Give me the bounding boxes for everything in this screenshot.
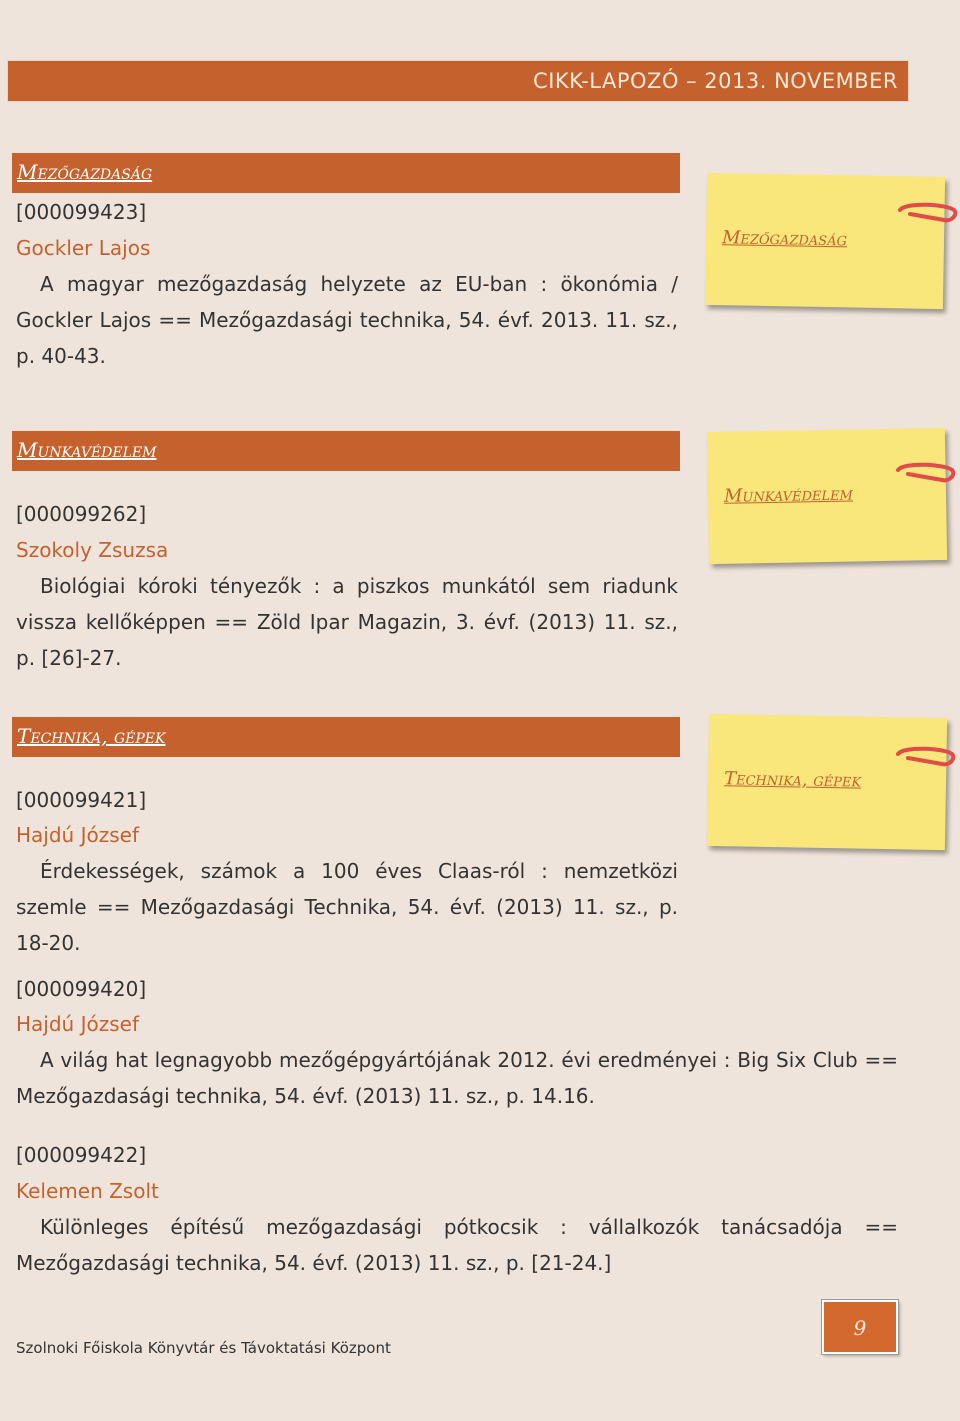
entry-text: Különleges építésű mezőgazdasági pótkocsik : vállalkozók tanácsadója == Mezőgazdasági technika, 54. évf. (2013) 11. sz., p. [21-24.]: [16, 1215, 898, 1275]
footer-institution: Szolnoki Főiskola Könyvtár és Távoktatási Központ: [16, 1339, 391, 1357]
paperclip-icon: [894, 744, 956, 772]
header-bar: [7, 60, 909, 102]
entry-author: Szokoly Zsuzsa: [16, 538, 169, 562]
sticky-note: [705, 173, 945, 309]
paperclip-icon: [896, 200, 958, 228]
entry-author: Hajdú József: [16, 1012, 139, 1036]
paperclip-icon: [894, 460, 956, 488]
entry-id: [000099422]: [16, 1143, 147, 1167]
entry-text: Biológiai kóroki tényezők : a piszkos munkától sem riadunk vissza kellőképpen == Zöld Ipar Magazin, 3. évf. (2013) 11. sz., p. [26]-27.: [16, 574, 678, 670]
page-number-box: [822, 1300, 898, 1354]
entry-author: Gockler Lajos: [16, 236, 151, 260]
section-title: Technika, gépek: [17, 724, 166, 748]
entry-id: [000099420]: [16, 977, 147, 1001]
page-header-title: CIKK-LAPOZÓ – 2013. NOVEMBER: [533, 69, 898, 93]
section-heading-bar: [12, 431, 680, 471]
entry-author: Hajdú József: [16, 823, 139, 847]
entry-text: Érdekességek, számok a 100 éves Claas-ról : nemzetközi szemle == Mezőgazdasági Technika, 54. évf. (2013) 11. sz., p. 18-20.: [16, 859, 678, 955]
sticky-note-label: Technika, gépek: [723, 768, 862, 792]
sticky-note-label: Mezőgazdaság: [721, 227, 848, 251]
sticky-note-label: Munkavédelem: [723, 483, 854, 507]
section-title: Munkavédelem: [17, 438, 157, 462]
entry-id: [000099423]: [16, 200, 147, 224]
entry-text: A magyar mezőgazdaság helyzete az EU-ban : ökonómia / Gockler Lajos == Mezőgazdasági technika, 54. évf. 2013. 11. sz., p. 40-43.: [16, 272, 678, 368]
section-heading-bar: [12, 717, 680, 757]
sticky-note: [707, 428, 947, 564]
entry-author: Kelemen Zsolt: [16, 1179, 159, 1203]
section-title: Mezőgazdaság: [17, 160, 153, 184]
entry-id: [000099421]: [16, 788, 147, 812]
sticky-note: [707, 714, 947, 850]
page-number: 9: [853, 1316, 867, 1340]
section-heading-bar: [12, 153, 680, 193]
entry-id: [000099262]: [16, 502, 147, 526]
entry-text: A világ hat legnagyobb mezőgépgyártójának 2012. évi eredményei : Big Six Club == Mezőgazdasági technika, 54. évf. (2013) 11. sz., p. 14.16.: [16, 1048, 898, 1108]
